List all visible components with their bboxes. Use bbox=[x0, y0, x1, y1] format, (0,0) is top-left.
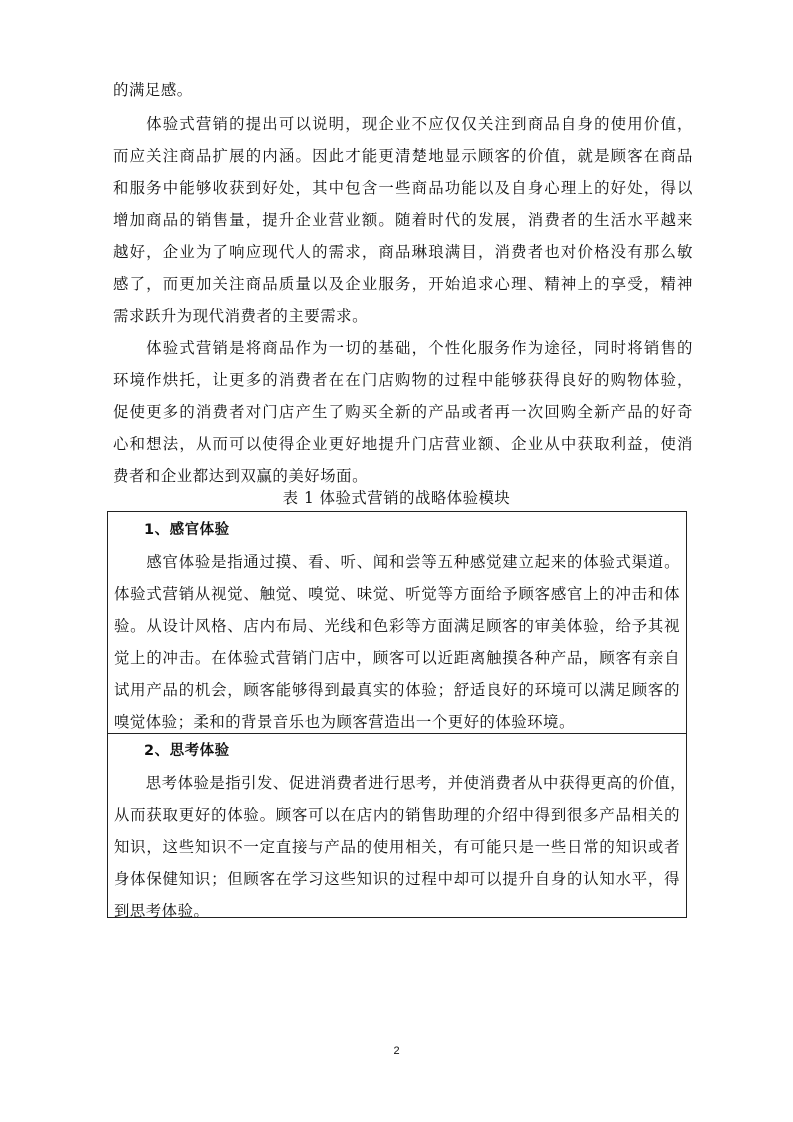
cell-line: 从而获取更好的体验。顾客可以在店内的销售助理的介绍中得到很多产品相关的 bbox=[114, 806, 680, 824]
paragraph-line: 需求跃升为现代消费者的主要需求。 bbox=[113, 307, 369, 325]
page-number: 2 bbox=[393, 1045, 400, 1057]
cell-line: 嗅觉体验；柔和的背景音乐也为顾客营造出一个更好的体验环境。 bbox=[114, 713, 575, 731]
table-row-divider bbox=[108, 733, 686, 734]
paragraph-line: 促使更多的消费者对门店产生了购买全新的产品或者再一次回购全新产品的好奇 bbox=[113, 403, 693, 421]
paragraph-line: 而应关注商品扩展的内涵。因此才能更清楚地显示顾客的价值，就是顾客在商品 bbox=[113, 147, 693, 165]
paragraph-line: 费者和企业都达到双赢的美好场面。 bbox=[113, 467, 369, 485]
paragraph-line: 体验式营销的提出可以说明，现企业不应仅仅关注到商品自身的使用价值， bbox=[113, 115, 693, 133]
cell-line: 觉上的冲击。在体验式营销门店中，顾客可以近距离触摸各种产品，顾客有亲自 bbox=[114, 649, 680, 667]
paragraph-line: 环境作烘托，让更多的消费者在在门店购物的过程中能够获得良好的购物体验， bbox=[113, 371, 693, 389]
cell-line: 试用产品的机会，顾客能够得到最真实的体验；舒适良好的环境可以满足顾客的 bbox=[114, 681, 680, 699]
section-heading: 1、感官体验 bbox=[144, 522, 230, 538]
paragraph-line: 和服务中能够收获到好处，其中包含一些商品功能以及自身心理上的好处，得以 bbox=[113, 179, 693, 197]
paragraph-line: 增加商品的销售量，提升企业营业额。随着时代的发展，消费者的生活水平越来 bbox=[113, 211, 693, 229]
cell-line: 知识，这些知识不一定直接与产品的使用相关，有可能只是一些日常的知识或者 bbox=[114, 838, 680, 856]
cell-line: 身体保健知识；但顾客在学习这些知识的过程中却可以提升自身的认知水平，得 bbox=[114, 870, 680, 888]
paragraph-line: 体验式营销是将商品作为一切的基础，个性化服务作为途径，同时将销售的 bbox=[113, 339, 693, 357]
strategy-table bbox=[107, 511, 687, 918]
cell-line: 思考体验是指引发、促进消费者进行思考，并使消费者从中获得更高的价值， bbox=[114, 774, 687, 792]
paragraph-line: 感了，而更加关注商品质量以及企业服务，开始追求心理、精神上的享受，精神 bbox=[113, 275, 693, 293]
table-caption: 表 1 体验式营销的战略体验模块 bbox=[282, 489, 511, 507]
paragraph-line: 心和想法，从而可以使得企业更好地提升门店营业额、企业从中获取利益，使消 bbox=[113, 435, 693, 453]
cell-line: 感官体验是指通过摸、看、听、闻和尝等五种感觉建立起来的体验式渠道。 bbox=[114, 553, 680, 571]
cell-line: 到思考体验。 bbox=[114, 902, 210, 920]
paragraph-line: 越好，企业为了响应现代人的需求，商品琳琅满目，消费者也对价格没有那么敏 bbox=[113, 243, 693, 261]
paragraph-line: 的满足感。 bbox=[113, 81, 193, 99]
section-heading: 2、思考体验 bbox=[144, 743, 230, 759]
cell-line: 验。从设计风格、店内布局、光线和色彩等方面满足顾客的审美体验，给予其视 bbox=[114, 617, 680, 635]
cell-line: 体验式营销从视觉、触觉、嗅觉、味觉、听觉等方面给予顾客感官上的冲击和体 bbox=[114, 585, 680, 603]
